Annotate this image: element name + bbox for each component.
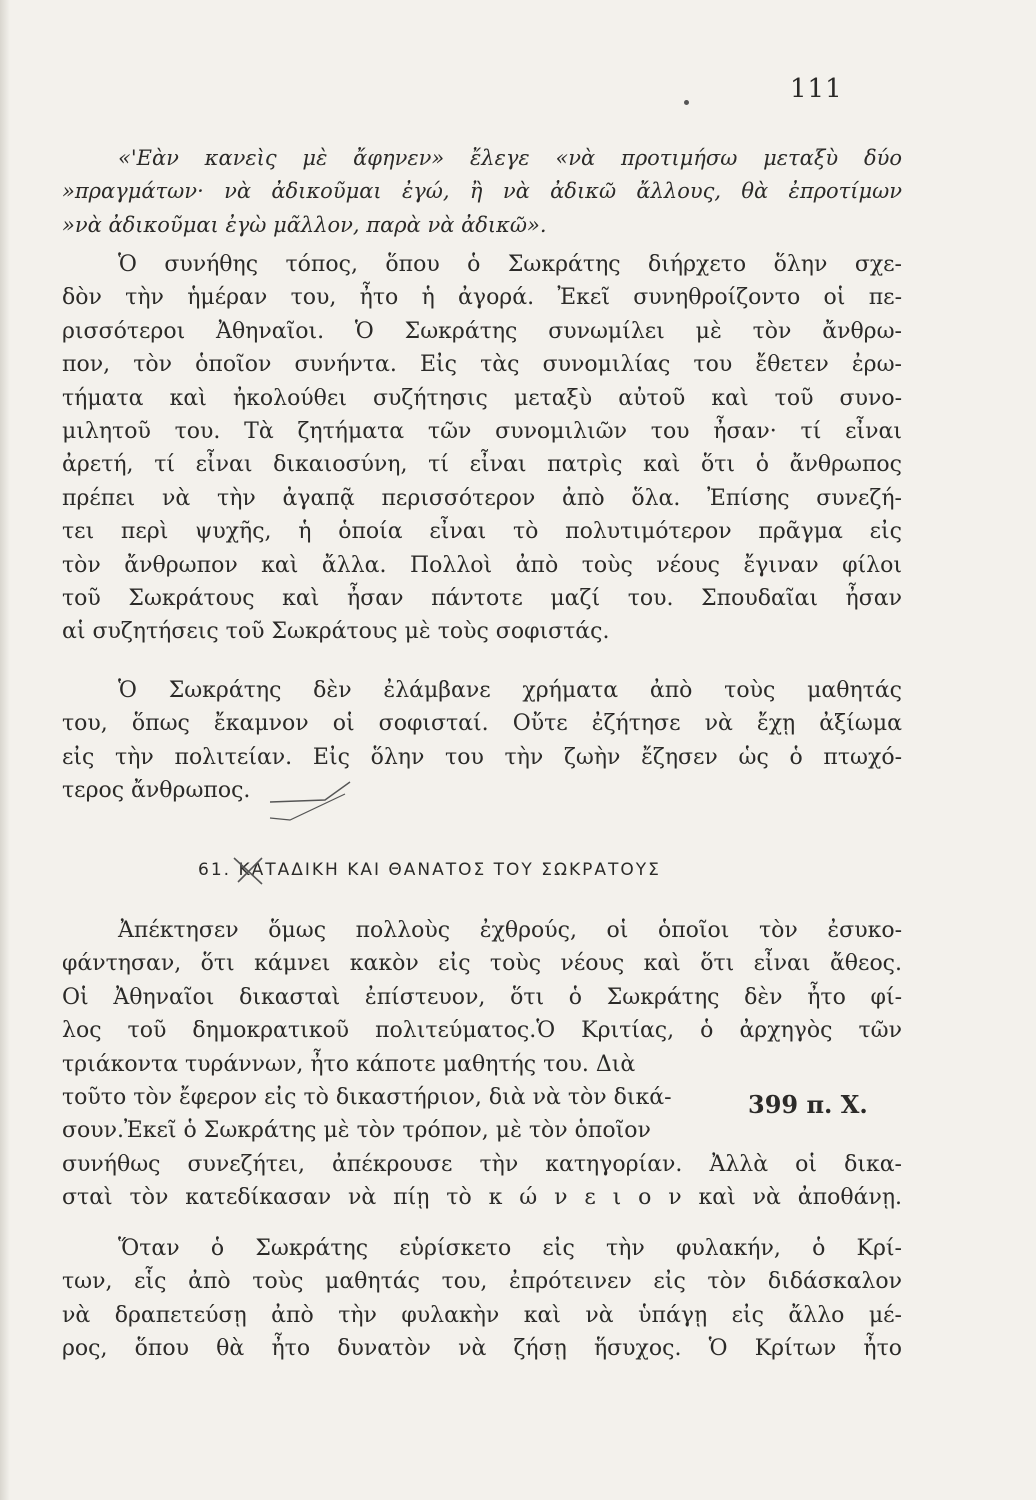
text-line: τήματα καὶ ἠκολούθει συζήτησις μεταξὺ αὐτοῦ καὶ τοῦ συνο- <box>62 385 902 411</box>
text-line: πον, τὸν ὁποῖον συνήντα. Εἰς τὰς συνομιλίας του ἔθετεν ἐρω- <box>62 352 902 378</box>
text-line: «'Εὰν κανεὶς μὲ ἄφηνεν» ἔλεγε «νὰ προτιμήσω μεταξὺ δύο <box>118 146 902 170</box>
text-line: Ὅταν ὁ Σωκράτης εὑρίσκετο εἰς τὴν φυλακήν, ὁ Κρί- <box>118 1236 902 1261</box>
text-line: τει περὶ ψυχῆς, ἡ ὁποία εἶναι τὸ πολυτιμότερον πρᾶγμα εἰς <box>62 519 902 545</box>
text-line: τοῦ Σωκράτους καὶ ἦσαν πάντοτε μαζί του. Σπουδαῖαι ἦσαν <box>62 585 902 611</box>
ink-speck <box>684 100 689 105</box>
text-line: σουν.Ἐκεῖ ὁ Σωκράτης μὲ τὸν τρόπον, μὲ τὸν ὁποῖον <box>62 1118 651 1144</box>
paragraph-poverty <box>62 674 902 808</box>
text-line: των, εἷς ἀπὸ τοὺς μαθητάς του, ἐπρότεινεν εἰς τὸν διδάσκαλον <box>62 1269 902 1295</box>
text-line: Ὁ Σωκράτης δὲν ἐλάμβανε χρήματα ἀπὸ τοὺς μαθητάς <box>118 678 902 703</box>
text-line: Ὁ συνήθης τόπος, ὅπου ὁ Σωκράτης διήρχετο ὅλην σχε- <box>118 252 902 277</box>
text-line: »νὰ ἀδικοῦμαι ἐγὼ μᾶλλον, παρὰ νὰ ἀδικῶ». <box>62 212 547 237</box>
paragraph-prison <box>62 1232 902 1366</box>
text-line: »πραγμάτων· νὰ ἀδικοῦμαι ἐγώ, ἢ νὰ ἀδικῶ ἄλλους, θὰ ἐπροτίμων <box>62 179 902 204</box>
text-line: εἰς τὴν πολιτείαν. Εἰς ὅλην του τὴν ζωὴν ἔζησεν ὡς ὁ πτωχό- <box>62 744 902 770</box>
text-line: μιλητοῦ του. Τὰ ζητήματα τῶν συνομιλιῶν του ἦσαν· τί εἶναι <box>62 418 902 444</box>
text-line: ἀρετή, τί εἶναι δικαιοσύνη, τί εἶναι πατρὶς καὶ ὅτι ὁ ἄνθρωπος <box>62 452 902 478</box>
margin-date-note: 399 π. Χ. <box>748 1090 868 1119</box>
text-line: αἱ συζητήσεις τοῦ Σωκράτους μὲ τοὺς σοφιστάς. <box>62 619 610 645</box>
text-line: πρέπει νὰ τὴν ἀγαπᾷ περισσότερον ἀπὸ ὅλα. Ἐπίσης συνεζή- <box>62 485 902 511</box>
text-line: ρισσότεροι Ἀθηναῖοι. Ὁ Σωκράτης συνωμίλει μὲ τὸν ἄνθρω- <box>62 318 902 344</box>
page-number: 111 <box>790 74 843 104</box>
quote-paragraph <box>62 142 902 242</box>
text-line: συνήθως συνεζήτει, ἀπέκρουσε τὴν κατηγορίαν. Ἀλλὰ οἱ δικα- <box>62 1151 902 1177</box>
text-line: Οἱ Ἀθηναῖοι δικασταὶ ἐπίστευον, ὅτι ὁ Σωκράτης δὲν ἦτο φί- <box>62 984 902 1010</box>
page-binding-edge <box>0 0 10 1500</box>
text-line: του, ὅπως ἔκαμνον οἱ σοφισταί. Οὔτε ἐζήτησε νὰ ἔχῃ ἀξίωμα <box>62 711 902 737</box>
text-line: ρος, ὅπου θὰ ἦτο δυνατὸν νὰ ζήσῃ ἥσυχος. Ὁ Κρίτων ἦτο <box>62 1336 902 1362</box>
text-line: σταὶ τὸν κατεδίκασαν νὰ πίῃ τὸ κ ώ ν ε ι ο ν καὶ νὰ ἀποθάνῃ. <box>62 1185 902 1211</box>
text-line: νὰ δραπετεύσῃ ἀπὸ τὴν φυλακὴν καὶ νὰ ὑπάγῃ εἰς ἄλλο μέ- <box>62 1302 902 1328</box>
text-line: τοῦτο τὸν ἔφερον εἰς τὸ δικαστήριον, διὰ νὰ τὸν δικά- <box>62 1084 672 1110</box>
text-line: τερος ἄνθρωπος. <box>62 778 251 804</box>
section-heading: 61. ΚΑΤΑΔΙΚΗ ΚΑΙ ΘΑΝΑΤΟΣ ΤΟΥ ΣΩΚΡΑΤΟΥΣ <box>198 860 661 880</box>
text-line: Ἀπέκτησεν ὅμως πολλοὺς ἐχθρούς, οἱ ὁποῖοι τὸν ἐσυκο- <box>118 918 902 943</box>
paragraph-trial <box>62 914 902 1215</box>
text-line: τὸν ἄνθρωπον καὶ ἄλλα. Πολλοὶ ἀπὸ τοὺς νέους ἔγιναν φίλοι <box>62 552 902 578</box>
paragraph-agora <box>62 248 902 649</box>
text-line: λος τοῦ δημοκρατικοῦ πολιτεύματος.Ὁ Κριτίας, ὁ ἀρχηγὸς τῶν <box>62 1018 902 1044</box>
text-line: φάντησαν, ὅτι κάμνει κακὸν εἰς τοὺς νέους καὶ ὅτι εἶναι ἄθεος. <box>62 951 902 977</box>
text-line: τριάκοντα τυράννων, ἦτο κάποτε μαθητής του. Διὰ <box>62 1051 636 1077</box>
text-line: δὸν τὴν ἡμέραν του, ἦτο ἡ ἀγορά. Ἐκεῖ συνηθροίζοντο οἱ πε- <box>62 285 902 311</box>
